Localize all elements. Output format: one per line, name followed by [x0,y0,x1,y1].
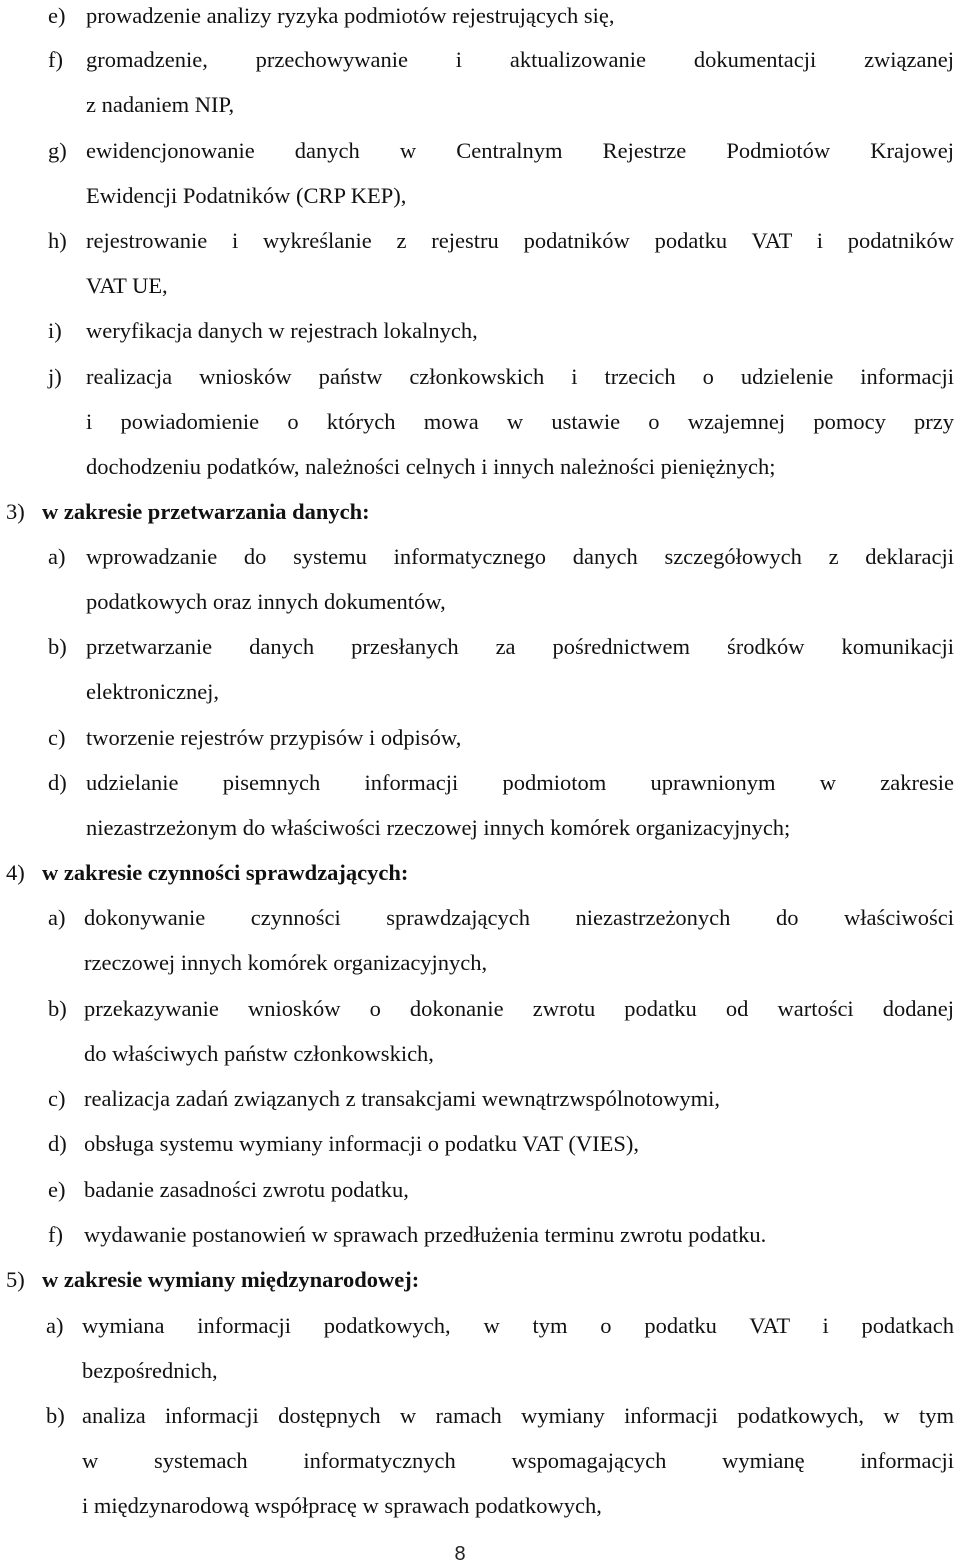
list-item-label: j) [48,364,62,389]
list-item-text: realizacja wniosków państw członkowskich i trzecich o udzielenie informacji [86,364,954,389]
list-item-label: i) [48,318,62,343]
list-item-text: i międzynarodową współpracę w sprawach podatkowych, [82,1493,602,1518]
list-item-text: dochodzeniu podatków, należności celnych i innych należności pieniężnych; [86,454,776,479]
list-item-text: bezpośrednich, [82,1358,218,1383]
list-item-text: i powiadomienie o których mowa w ustawie o wzajemnej pomocy przy [86,409,954,434]
list-item-text: podatkowych oraz innych dokumentów, [86,589,446,614]
list-item-label: c) [48,725,66,750]
list-item-label: b) [46,1403,65,1428]
section-number: 4) [6,860,25,885]
list-item-label: c) [48,1086,66,1111]
list-item-text: obsługa systemu wymiany informacji o podatku VAT (VIES), [84,1131,639,1156]
list-item-label: e) [48,1177,66,1202]
list-item-text: rzeczowej innych komórek organizacyjnych, [84,950,488,975]
section-heading: w zakresie przetwarzania danych: [42,499,370,524]
list-item-label: a) [48,544,66,569]
list-item-label: d) [48,770,67,795]
list-item-text: z nadaniem NIP, [86,92,235,117]
list-item-text: do właściwych państw członkowskich, [84,1041,434,1066]
list-item-text: VAT UE, [86,273,168,298]
list-item-text: dokonywanie czynności sprawdzających niezastrzeżonych do właściwości [84,905,954,930]
list-item-text: wymiana informacji podatkowych, w tym o podatku VAT i podatkach [82,1313,954,1338]
list-item-text: analiza informacji dostępnych w ramach wymiany informacji podatkowych, w tym [82,1403,954,1428]
list-item-label: g) [48,138,67,163]
page-number: 8 [454,1543,466,1565]
list-item-text: realizacja zadań związanych z transakcjami wewnątrzwspólnotowymi, [84,1086,720,1111]
section-number: 5) [6,1267,25,1292]
list-item-label: e) [48,3,66,28]
list-item-text: w systemach informatycznych wspomagających wymianę informacji [82,1448,954,1473]
list-item-label: d) [48,1131,67,1156]
list-item-text: elektronicznej, [86,679,220,704]
list-item-text: ewidencjonowanie danych w Centralnym Rejestrze Podmiotów Krajowej [86,138,954,163]
section-heading: w zakresie wymiany międzynarodowej: [42,1267,420,1292]
list-item-text: wprowadzanie do systemu informatycznego danych szczegółowych z deklaracji [86,544,954,569]
list-item-text: badanie zasadności zwrotu podatku, [84,1177,409,1202]
list-item-text: weryfikacja danych w rejestrach lokalnych, [86,318,478,343]
list-item-label: h) [48,228,67,253]
list-item-text: udzielanie pisemnych informacji podmiotom uprawnionym w zakresie [86,770,954,795]
section-heading: w zakresie czynności sprawdzających: [42,860,409,885]
list-item-text: przekazywanie wniosków o dokonanie zwrotu podatku od wartości dodanej [84,996,954,1021]
list-item-text: niezastrzeżonym do właściwości rzeczowej innych komórek organizacyjnych; [86,815,791,840]
list-item-label: f) [48,1222,63,1247]
list-item-text: rejestrowanie i wykreślanie z rejestru podatników podatku VAT i podatników [86,228,954,253]
list-item-label: a) [46,1313,64,1338]
list-item-text: Ewidencji Podatników (CRP KEP), [86,183,407,208]
list-item-label: b) [48,634,67,659]
list-item-text: przetwarzanie danych przesłanych za pośrednictwem środków komunikacji [86,634,954,659]
list-item-label: b) [48,996,67,1021]
list-item-label: f) [48,47,63,72]
list-item-text: prowadzenie analizy ryzyka podmiotów rejestrujących się, [86,3,615,28]
list-item-text: wydawanie postanowień w sprawach przedłużenia terminu zwrotu podatku. [84,1222,767,1247]
list-item-text: tworzenie rejestrów przypisów i odpisów, [86,725,462,750]
list-item-label: a) [48,905,66,930]
section-number: 3) [6,499,25,524]
list-item-text: gromadzenie, przechowywanie i aktualizowanie dokumentacji związanej [86,47,954,72]
